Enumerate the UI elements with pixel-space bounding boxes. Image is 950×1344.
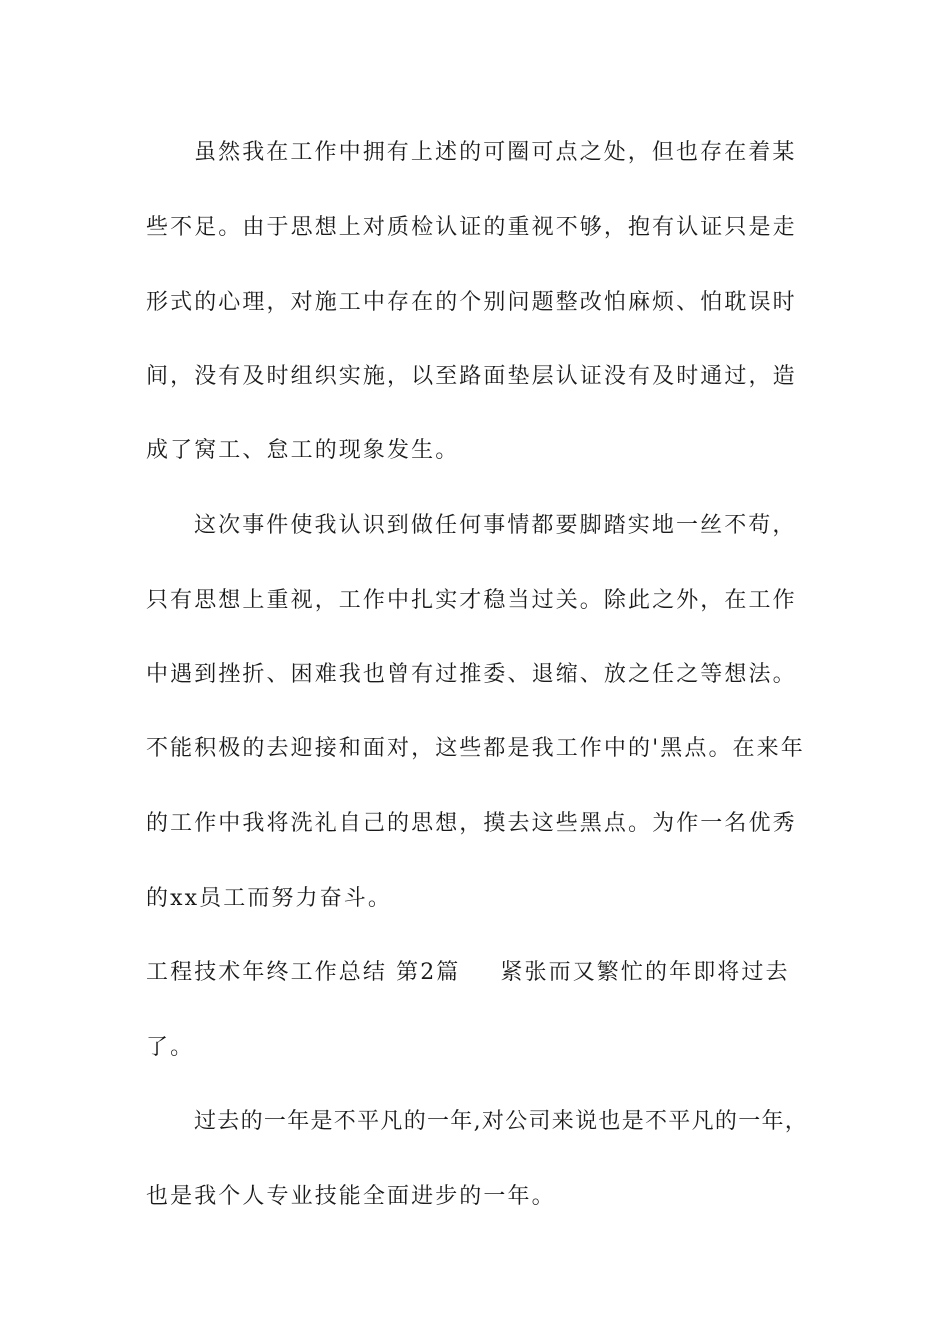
section-heading-line: [146, 953, 811, 993]
paragraph-2-line-6: 的xx员工而努力奋斗。: [146, 886, 392, 911]
paragraph-4-line-1: 过去的一年是不平凡的一年,对公司来说也是不平凡的一年，: [194, 1109, 809, 1134]
paragraph-1-line-3: 形式的心理，对施工中存在的个别问题整改怕麻烦、怕耽误时: [146, 290, 797, 315]
paragraph-3-line-1: 紧张而又繁忙的年即将过去: [500, 960, 790, 985]
paragraph-1-line-2: 些不足。由于思想上对质检认证的重视不够，抱有认证只是走: [146, 215, 797, 240]
paragraph-2-line-1: 这次事件使我认识到做任何事情都要脚踏实地一丝不苟，: [194, 513, 797, 538]
paragraph-3-line-2: 了。: [146, 1035, 195, 1060]
paragraph-2-line-5: 的工作中我将洗礼自己的思想，摸去这些黑点。为作一名优秀: [146, 811, 797, 836]
paragraph-4-line-2: 也是我个人专业技能全面进步的一年。: [146, 1184, 556, 1209]
paragraph-1-line-1: 虽然我在工作中拥有上述的可圈可点之处，但也存在着某: [194, 140, 797, 165]
paragraph-1-line-4: 间，没有及时组织实施，以至路面垫层认证没有及时通过，造: [146, 364, 797, 389]
paragraph-2-line-4: 不能积极的去迎接和面对，这些都是我工作中的'黑点。在来年: [146, 736, 805, 761]
paragraph-2-line-3: 中遇到挫折、困难我也曾有过推委、退缩、放之任之等想法。: [146, 662, 797, 687]
paragraph-1-line-5: 成了窝工、怠工的现象发生。: [146, 438, 460, 463]
section-heading: 工程技术年终工作总结 第2篇: [146, 960, 461, 985]
paragraph-2-line-2: 只有思想上重视，工作中扎实才稳当过关。除此之外，在工作: [146, 588, 797, 613]
